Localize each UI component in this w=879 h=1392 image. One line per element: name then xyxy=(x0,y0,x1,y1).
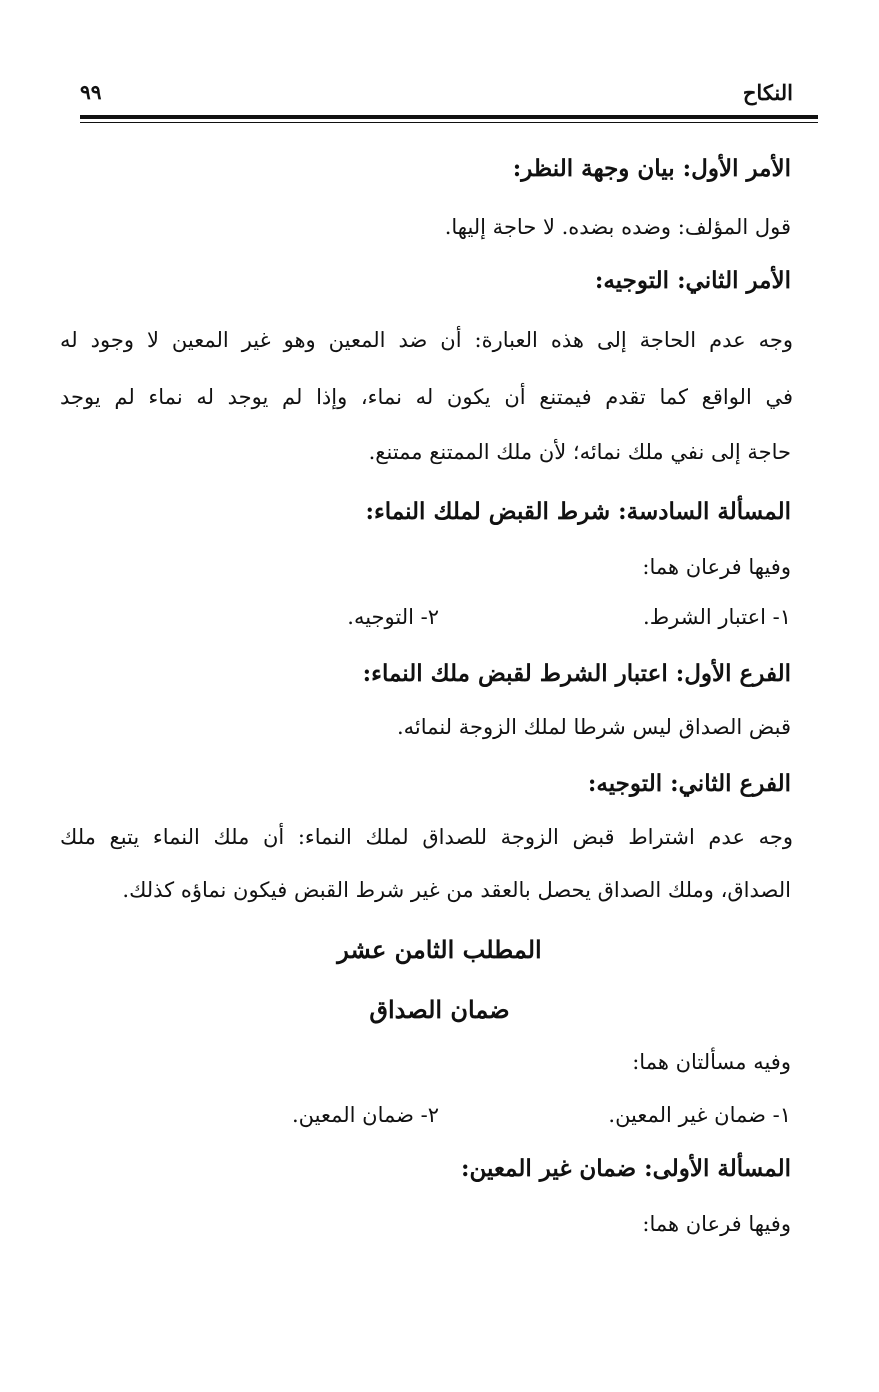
paragraph-author-statement: قول المؤلف: وضده بضده. لا حاجة إليها. xyxy=(444,215,791,239)
paragraph-justification-line-1: وجه عدم الحاجة إلى هذه العبارة: أن ضد المعين وهو غير المعين لا وجود له xyxy=(60,328,793,352)
running-header-title: النكاح xyxy=(742,80,793,105)
heading-first-issue: المسألة الأولى: ضمان غير المعين: xyxy=(461,1155,791,1182)
paragraph-two-issues: وفيه مسألتان هما: xyxy=(632,1050,791,1074)
paragraph-reasoning-line-2: الصداق، وملك الصداق يحصل بالعقد من غير شرط القبض فيكون نماؤه كذلك. xyxy=(122,878,791,902)
heading-second-matter: الأمر الثاني: التوجيه: xyxy=(594,267,791,294)
heading-first-branch: الفرع الأول: اعتبار الشرط لقبض ملك النماء: xyxy=(362,660,791,687)
heading-second-branch: الفرع الثاني: التوجيه: xyxy=(587,770,791,797)
paragraph-justification-line-3: حاجة إلى نفي ملك نمائه؛ لأن ملك الممتنع ممتنع. xyxy=(368,440,791,464)
paragraph-dowry-receipt: قبض الصداق ليس شرطا لملك الزوجة لنمائه. xyxy=(397,715,791,739)
heading-first-matter: الأمر الأول: بيان وجهة النظر: xyxy=(512,155,791,182)
list-item-specified-guarantee: ٢- ضمان المعين. xyxy=(291,1103,439,1127)
page-number: ٩٩ xyxy=(80,80,102,104)
section-title: المطلب الثامن عشر xyxy=(337,935,542,964)
header-rule-thick xyxy=(80,115,818,119)
heading-sixth-issue: المسألة السادسة: شرط القبض لملك النماء: xyxy=(365,498,791,525)
paragraph-justification-line-2: في الواقع كما تقدم فيمتنع أن يكون له نماء، وإذا لم يوجد له نماء لم يوجد xyxy=(60,385,793,409)
paragraph-two-branches: وفيها فرعان هما: xyxy=(642,555,791,579)
section-subtitle: ضمان الصداق xyxy=(369,995,510,1024)
paragraph-reasoning-line-1: وجه عدم اشتراط قبض الزوجة للصداق لملك النماء: أن ملك النماء يتبع ملك xyxy=(60,825,793,849)
list-item-justification: ٢- التوجيه. xyxy=(347,605,439,629)
paragraph-two-branches-final: وفيها فرعان هما: xyxy=(642,1212,791,1236)
list-item-unspecified-guarantee: ١- ضمان غير المعين. xyxy=(608,1103,791,1127)
header-rule-thin xyxy=(80,122,818,123)
list-item-condition: ١- اعتبار الشرط. xyxy=(643,605,791,629)
